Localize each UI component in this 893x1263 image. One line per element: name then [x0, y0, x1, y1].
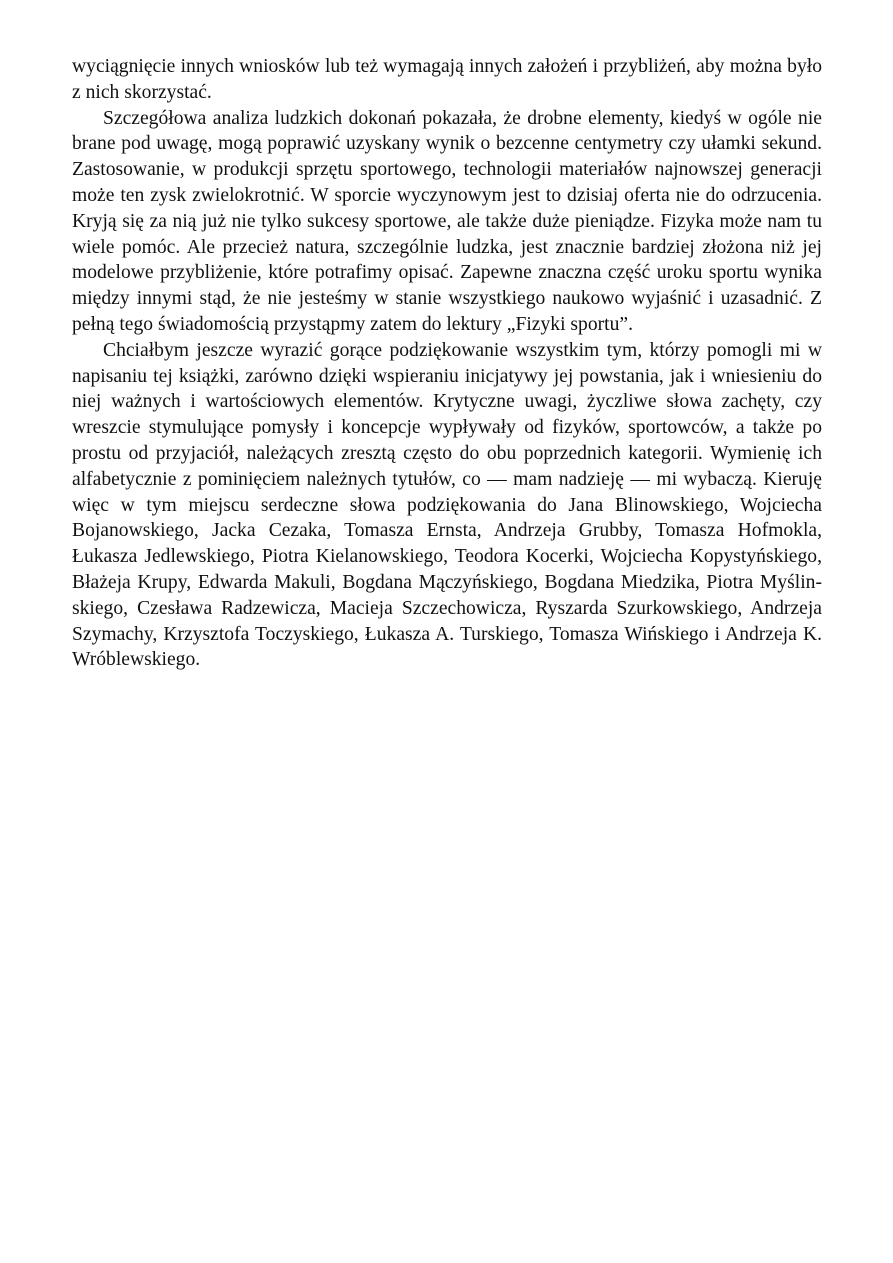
paragraph-acknowledgements: Chciałbym jeszcze wyrazić gorące podziękowanie wszystkim tym, którzy pomogli mi w napisaniu tej książki, zarówno dzięki wspieraniu inicjatywy jej powstania, jak i wniesieniu do niej ważnych i wartościowych elementów. Krytyczne uwagi, życzliwe słowa zachęty, czy wreszcie stymulujące pomysły i koncepcje wypływały od fizyków, sportowców, a także po prostu od przyjaciół, należących zresztą często do obu poprzednich kategorii. Wymienię ich alfabetycznie z pominięciem należnych tytułów, co — mam nadzieję — mi wybaczą. Kieruję więc w tym miejscu serdeczne słowa podziękowania do Jana Blinowskiego, Wojciecha Bojanowskiego, Jacka Cezaka, Tomasza Ernsta, Andrzeja Grubby, Tomasza Hofmokla, Łukasza Jedlewskiego, Piotra Kielanowskiego, Teodora Kocerki, Wojciecha Kopystyńskiego, Błażeja Krupy, Edwarda Makuli, Bogdana Mączyńskiego, Bogdana Miedzika, Piotra Myślinskiego, Czesława Radzewicza, Macieja Szczechowicza, Ryszarda Szurkowskiego, Andrzeja Szymachy, Krzysztofa Toczyskiego, Łukasza A. Turskiego, Tomasza Wińskiego i Andrzeja K. Wróblewskiego.	[72, 339, 822, 671]
paragraph-continuation: wyciągnięcie innych wniosków lub też wymagają innych założeń i przybliżeń, aby można było z nich skorzystać.	[72, 56, 822, 103]
document-page	[72, 54, 822, 673]
paragraph-analysis: Szczegółowa analiza ludzkich dokonań pokazała, że drobne elementy, kiedyś w ogóle nie brane pod uwagę, mogą poprawić uzyskany wynik o bezcenne centymetry czy ułamki sekund. Zastosowanie, w produkcji sprzętu sportowego, technologii materiałów najnowszej generacji może ten zysk zwielokrotnić. W sporcie wyczynowym jest to dzisiaj oferta nie do odrzucenia. Kryją się za nią już nie tylko sukcesy sportowe, ale także duże pieniądze. Fizyka może nam tu wiele pomóc. Ale przecież natura, szczególnie ludzka, jest znacznie bardziej złożona niż jej modelowe przybliżenie, które potrafimy opisać. Zapewne znaczna część uroku sportu wynika między innymi stąd, że nie jesteśmy w stanie wszystkiego naukowo wyjaśnić i uzasadnić. Z pełną tego świadomością przystąpmy zatem do lektury „Fizyki sportu”.	[72, 107, 822, 335]
